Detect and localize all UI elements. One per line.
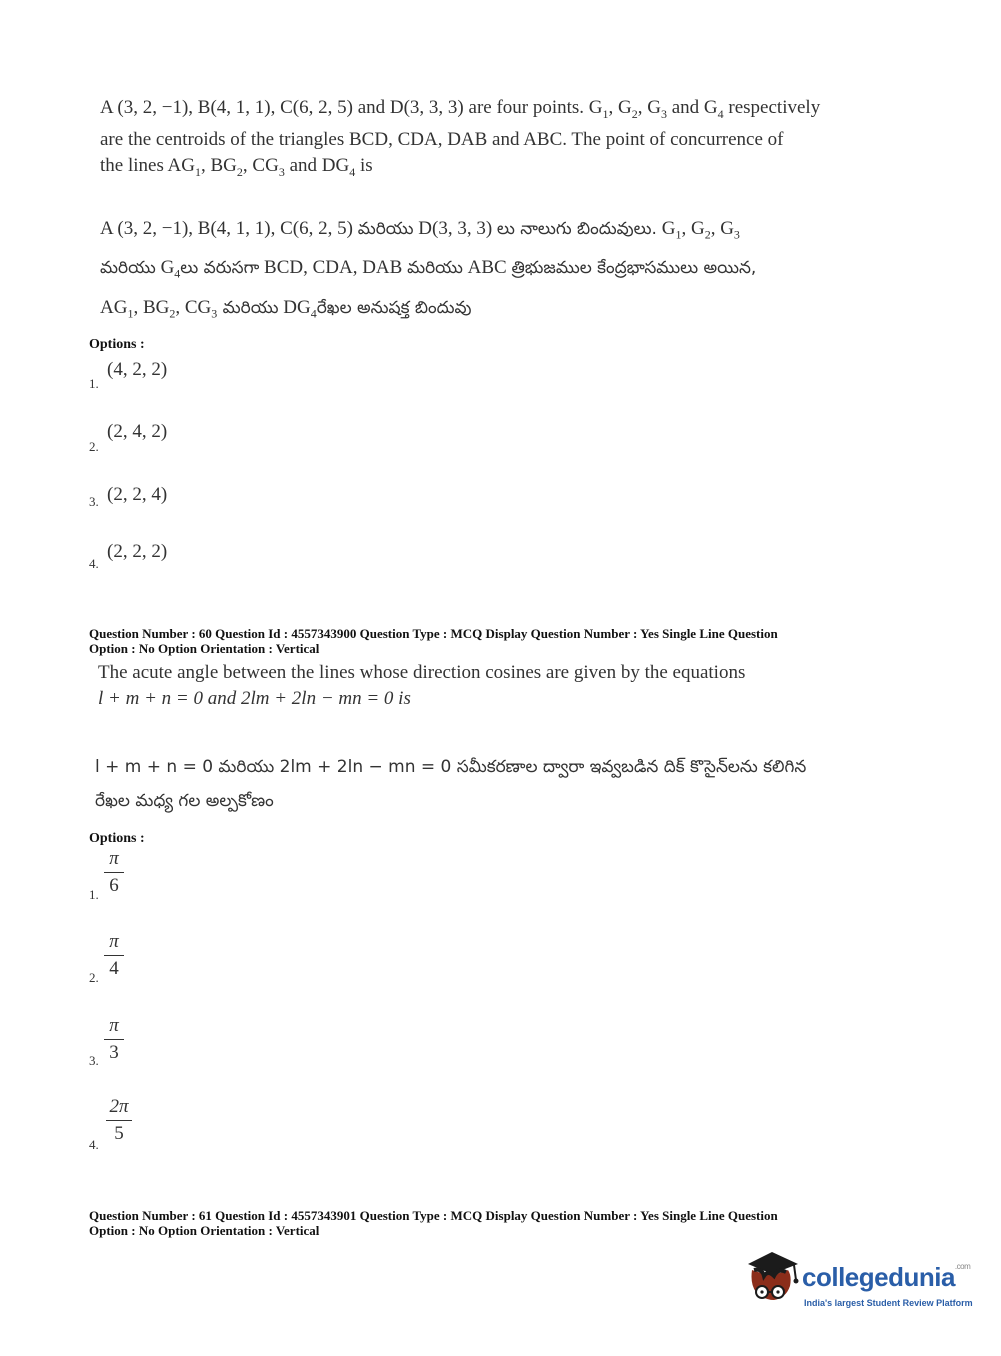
option-number: 2. xyxy=(89,439,99,454)
fraction-bar xyxy=(104,872,124,873)
q60-te-line2: రేఖల మధ్య గల అల్పకోణం xyxy=(95,791,274,811)
fraction-denominator: 3 xyxy=(109,1042,119,1063)
fraction-numerator: π xyxy=(109,848,119,869)
q60-telugu-text xyxy=(95,750,895,818)
option-fraction xyxy=(106,1096,132,1145)
option-number: 4. xyxy=(89,556,99,571)
q60-meta-line1: Question Number : 60 Question Id : 4557343900 Question Type : MCQ Display Question Number : Yes Single Line Question xyxy=(89,626,778,641)
q59-te-line2: మరియు $G_4లు$ వరుసగా BCD, CDA, DAB మరియు ABC త్రిభుజముల కేంద్రభాసములు అయిన, xyxy=(100,257,757,281)
option-value: (2, 2, 4) xyxy=(107,484,168,505)
q59-te-line3: $AG_1$, $BG_2$, $CG_3$ మరియు $DG_4రేఖల$ అనుషక్త బిందువు xyxy=(100,296,472,321)
option-number: 3. xyxy=(89,494,99,509)
q59-options-label: Options : xyxy=(89,337,145,352)
option-value: (2, 2, 2) xyxy=(107,541,168,562)
fraction-bar xyxy=(104,955,124,956)
q59-en-line2: are the centroids of the triangles BCD, CDA, DAB and ABC. The point of concurrence of xyxy=(100,128,784,150)
q60-english-text xyxy=(98,660,878,712)
option-number: 1. xyxy=(89,887,99,902)
option-number: 3. xyxy=(89,1053,99,1068)
option-number: 1. xyxy=(89,376,99,391)
q60-te-line1: l + m + n = 0 మరియు 2lm + 2ln − mn = 0 సమీకరణాల ద్వారా ఇవ్వబడిన దిక్ కొసైన్‌లను కలిగిన xyxy=(95,757,807,777)
fraction-bar xyxy=(106,1120,132,1121)
option-fraction xyxy=(104,848,124,897)
q59-english-text xyxy=(100,95,880,185)
logo-wordmark: collegedunia$^{.com}$ xyxy=(802,1262,971,1292)
q61-meta-line1: Question Number : 61 Question Id : 4557343901 Question Type : MCQ Display Question Number : Yes Single Line Question xyxy=(89,1208,778,1223)
option-fraction xyxy=(104,931,124,980)
option-number: 4. xyxy=(89,1137,99,1152)
q59-te-line1: A (3, 2, −1), B(4, 1, 1), C(6, 2, 5) మరియు D(3, 3, 3) లు నాలుగు బిందువులు. $G_1$, $G_2$, $G_3$ xyxy=(100,218,740,242)
q60-en-line1: The acute angle between the lines whose direction cosines are given by the equations xyxy=(98,662,746,683)
fraction-numerator: π xyxy=(109,931,119,952)
q61-meta xyxy=(89,1208,778,1238)
fraction-denominator: 5 xyxy=(114,1123,124,1144)
option-value: (2, 4, 2) xyxy=(107,421,168,442)
fraction-numerator: π xyxy=(109,1015,119,1036)
fraction-numerator: 2π xyxy=(109,1096,129,1117)
q60-meta xyxy=(89,626,778,656)
mascot-icon xyxy=(742,1248,802,1312)
q59-telugu-text xyxy=(100,212,900,330)
fraction-denominator: 4 xyxy=(109,958,119,979)
option-number: 2. xyxy=(89,970,99,985)
q59-en-line3: the lines $AG_1$, $BG_2$, $CG_3$ and $DG_4$ is xyxy=(100,154,373,179)
fraction-denominator: 6 xyxy=(109,875,119,896)
option-fraction xyxy=(104,1015,124,1064)
logo-com: .com xyxy=(954,1262,971,1271)
fraction-bar xyxy=(104,1039,124,1040)
q60-options-label: Options : xyxy=(89,831,145,846)
option-value: (4, 2, 2) xyxy=(107,359,168,380)
q60-meta-line2: Option : No Option Orientation : Vertical xyxy=(89,641,320,656)
logo-tagline: India's largest Student Review Platform xyxy=(804,1298,973,1308)
collegedunia-logo[interactable] xyxy=(742,1248,972,1318)
q59-en-line1: A (3, 2, −1), B(4, 1, 1), C(6, 2, 5) and D(3, 3, 3) are four points. $G_1$, $G_2$, $G_3$ and $G_4$ respectively xyxy=(100,97,821,121)
q61-meta-line2: Option : No Option Orientation : Vertical xyxy=(89,1223,320,1238)
q60-en-line2: l + m + n = 0 and 2lm + 2ln − mn = 0 is xyxy=(98,688,411,709)
